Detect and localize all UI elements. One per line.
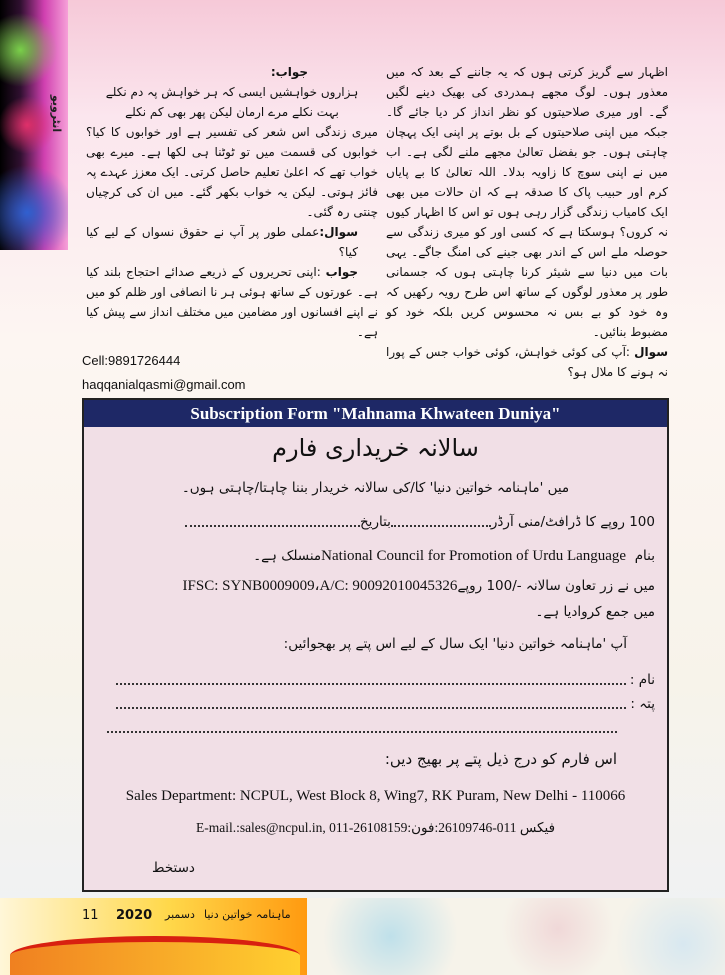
article-paragraph: اظہار سے گریز کرتی ہوں کہ یہ جاننے کے بعد کہ میں معذور ہوں۔ لوگ مجھے ہمدردی کی بھیک دینے لگیں گے۔ اور میری صلاحیتوں کو نظر انداز کر دیا جائے گا۔ جبکہ میں اپنی صلاحیتوں کے بل بوتے پر اپنی ایک پہچان چاہتی ہوں۔ جو بفضل تعالیٰ مجھے ملنے لگی ہے۔ اب میں نے اپنی سوچ کا زاویہ بدلا۔ اللہ تعالیٰ کا بے پایاں کرم اور حبیب پاک کا صدقہ ہے کہ ان حالات میں بھی ایک کامیاب زندگی گزار رہی ہوں تو اس کا اظہار کیوں نہ کروں؟ ہوسکتا ہے کہ کسی اور کو میری زندگی سے حوصلہ ملے اس کے اندر بھی جینے کی امنگ جاگے۔ یہی بات میں دنیا سے شیئر کرنا چاہتی ہوں کہ جسمانی طور پر معذور لوگوں کے ساتھ اس طرح رویہ رکھیں کہ وہ خود کو بے بس نہ محسوس کریں بلکہ خود کو مضبوط بنائیں۔	[386, 65, 668, 339]
article-right-column	[386, 62, 668, 382]
form-line: میں 'ماہنامہ خواتین دنیا' کا/کی سالانہ خریدار بننا چاہتا/چاہتی ہوں۔	[181, 480, 570, 496]
address-field[interactable]	[116, 699, 626, 709]
date-field[interactable]	[185, 517, 360, 527]
article-left-column	[86, 62, 378, 342]
verse-line: ہزاروں خواہشیں ایسی کہ ہر خواہش پہ دم نکلے	[105, 85, 359, 99]
payment-line	[183, 576, 655, 595]
answer-label: جواب:	[270, 65, 308, 79]
answer-text: :اپنی تحریروں کے ذریعے صدائے احتجاج بلند کیا ہے۔ عورتوں کے ساتھ ہوئی ہر نا انصافی اور ظلم کو میں نے اپنے افسانوں اور مضامین میں مختلف انداز سے پیش کیا ہے۔	[86, 265, 378, 339]
date-label: بتاریخ	[359, 514, 391, 530]
payee-line	[253, 548, 655, 565]
verse-line: بہت نکلے مرے ارمان لیکن پھر بھی کم نکلے	[125, 105, 339, 119]
page-footer	[0, 898, 307, 975]
decorative-swoosh	[10, 936, 300, 975]
question-text: عملی طور پر آپ نے حقوق نسواں کے لیے کیا کیا؟	[86, 225, 358, 259]
subscription-form	[82, 398, 669, 892]
issue-year: 2020	[116, 908, 153, 923]
bank-details: IFSC: SYNB0009009،A/C: 90092010045326	[182, 578, 458, 594]
article-paragraph: میری زندگی اس شعر کی تفسیر ہے اور خوابوں کا کیا؟ خوابوں کی قسمت میں تو ٹوٹنا ہی لکھا ہے۔ میرے بھی خواب تھے کہ اعلیٰ تعلیم حاصل کرتی۔ ایک معزز عہدے پہ فائز ہوتی۔ لیکن یہ خواب بکھر گئے۔ میں ان کی کرچیاں چنتی رہ گئی۔	[86, 125, 378, 219]
issue-month: دسمبر	[165, 908, 195, 921]
form-line: آپ 'ماہنامہ خواتین دنیا' ایک سال کے لیے اس پتے پر بھجوائیں:	[283, 636, 627, 652]
magazine-name: ماہنامہ خواتین دنیا	[204, 908, 291, 921]
page-number: 11	[82, 908, 99, 923]
name-field[interactable]	[116, 675, 626, 685]
address-field-2[interactable]	[107, 723, 617, 733]
form-line: اس فارم کو درج ذیل پتے پر بھیج دیں:	[384, 750, 617, 768]
signature-label: دستخط	[152, 860, 195, 876]
question-label: سوال:	[319, 225, 358, 239]
email-address: haqqanialqasmi@gmail.com	[82, 377, 246, 392]
answer-label: جواب	[325, 265, 358, 279]
draft-label: 100 روپے کا ڈرافٹ/منی آرڈر	[490, 514, 655, 530]
payee-org: National Council for Promotion of Urdu Language	[321, 548, 627, 564]
draft-line	[185, 514, 655, 530]
question-label: سوال	[634, 345, 668, 359]
form-line: میں جمع کروادیا ہے۔	[535, 604, 655, 620]
question-text: :آپ کی کوئی خواہش، کوئی خواب جس کے پورا نہ ہونے کا ملال ہو؟	[386, 345, 668, 379]
form-header: Subscription Form "Mahnama Khwateen Duniya"	[84, 400, 667, 427]
cell-number: Cell:9891726444	[82, 353, 181, 368]
floral-decoration	[307, 898, 725, 975]
payment-text: میں نے زر تعاون سالانہ -/100 روپے	[457, 578, 655, 594]
address-label: پتہ :	[630, 696, 655, 712]
decorative-side-strip	[0, 0, 68, 250]
name-label: نام :	[629, 672, 655, 688]
payee-suffix: منسلک ہے۔	[253, 548, 322, 564]
section-label: انٹرویو	[50, 95, 63, 133]
payee-prefix: بنام	[634, 548, 655, 564]
sales-contact: E-mail.:sales@ncpul.in, 011-26108159:فیکس 011-26109746:فون	[195, 820, 556, 835]
question	[386, 342, 668, 382]
sales-address: Sales Department: NCPUL, West Block 8, Wing7, RK Puram, New Delhi - 110066	[125, 788, 626, 804]
form-title: سالانہ خریداری فارم	[272, 434, 479, 462]
